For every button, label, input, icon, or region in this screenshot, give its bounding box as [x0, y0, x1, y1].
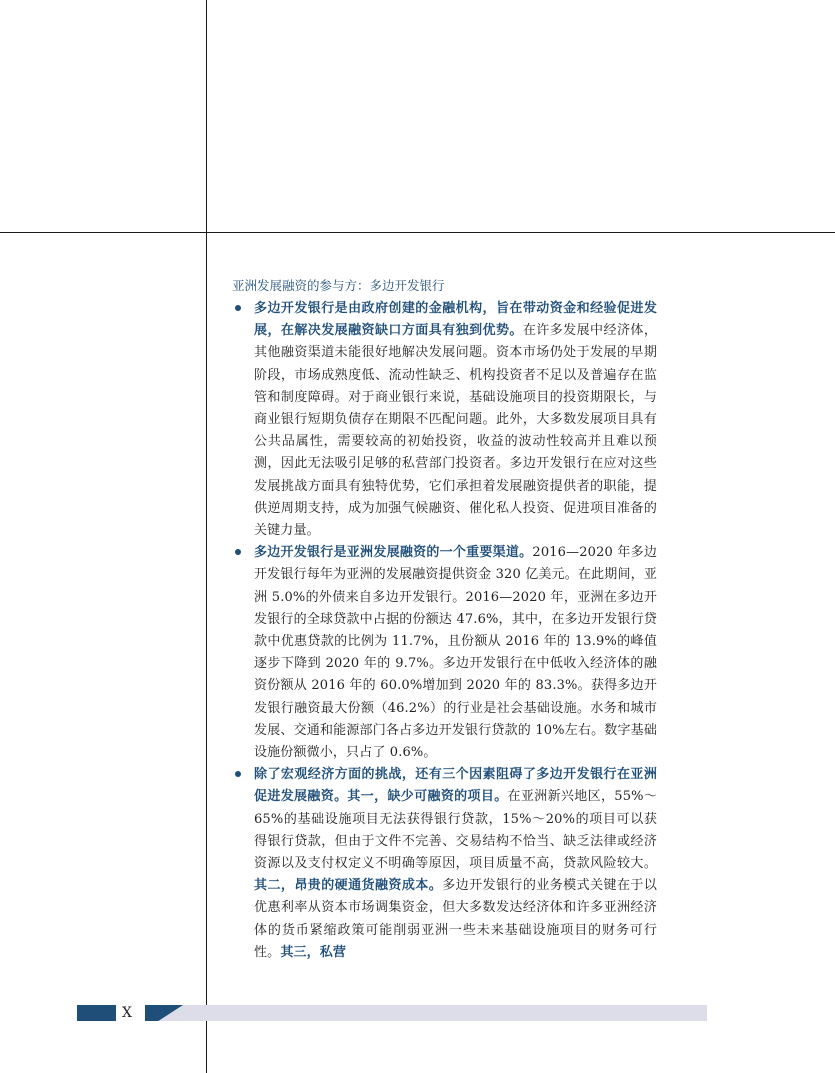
bullet-bold-text: 其三，私营	[280, 944, 347, 960]
bullet-body-text: 2016—2020 年多边开发银行每年为亚洲的发展融资提供资金 320 亿美元。在此期间，亚洲 5.0%的外债来自多边开发银行。2016—2020 年，亚洲在多边开发银行的全球贷款中占据的份额达 47.6%，其中，在多边开发银行贷款中优惠贷款的比例为 11.7%，且份额从 2016 年的 13.9%的峰值逐步下降到 2020 年的 9.7%。多边开发银行在中低收入经济体的融资份额从 2016 年的 60.0%增加到 2020 年的 83.3%。获得多边开发银行融资最大份额（46.2%）的行业是社会基础设施。水务和城市发展、交通和能源部门各占多边开发银行贷款的 10%左右。数字基础设施份额微小，只占了 0.6%。	[254, 545, 657, 761]
bullet-body-text: 在许多发展中经济体，其他融资渠道未能很好地解决发展问题。资本市场仍处于发展的早期阶段，市场成熟度低、流动性缺乏、机构投资者不足以及普遍存在监管和制度障碍。对于商业银行来说，基础设施项目的投资期限长，与商业银行短期负债存在期限不匹配问题。此外，大多数发展项目具有公共品属性，需要较高的初始投资，收益的波动性较高并且难以预测，因此无法吸引足够的私营部门投资者。多边开发银行在应对这些发展挑战方面具有独特优势，它们承担着发展融资提供者的职能，提供逆周期支持，成为加强气候融资、催化私人投资、促进项目准备的关键力量。	[254, 323, 657, 539]
main-content	[232, 276, 657, 964]
bullet-dot-icon	[235, 771, 241, 777]
bullet-item	[232, 542, 657, 764]
bullet-item	[232, 764, 657, 964]
bullet-paragraph	[254, 298, 657, 542]
crop-mark-horizontal	[0, 232, 835, 233]
bullet-bold-text: 除了宏观经济方面的挑战，还有三个因素阻碍了多边开发银行在亚洲促进发展融资。其一，缺少可融资的项目。	[254, 767, 657, 805]
bullet-bold-text: 其二，昂贵的硬通货融资成本。	[254, 878, 443, 894]
footer-bar	[145, 1005, 707, 1021]
bullet-list	[232, 298, 657, 964]
bullet-body-text: 多边开发银行的业务模式关键在于以优惠利率从资本市场调集资金，但大多数发达经济体和许多亚洲经济体的货币紧缩政策可能削弱亚洲一些未来基础设施项目的财务可行性。	[254, 878, 657, 960]
footer-left-block	[77, 1005, 116, 1021]
section-title: 亚洲发展融资的参与方：多边开发银行	[232, 278, 445, 293]
bullet-item	[232, 298, 657, 542]
bullet-bold-text: 多边开发银行是亚洲发展融资的一个重要渠道。	[254, 545, 533, 561]
bullet-dot-icon	[235, 549, 241, 555]
bullet-paragraph	[254, 542, 657, 764]
page-number: X	[122, 1005, 132, 1021]
bullet-body-text: 在亚洲新兴地区，55%～65%的基础设施项目无法获得银行贷款，15%～20%的项目可以获得银行贷款，但由于文件不完善、交易结构不恰当、缺乏法律或经济资源以及支付权定义不明确等原因，项目质量不高，贷款风险较大。	[254, 789, 657, 872]
crop-mark-vertical	[206, 0, 207, 1073]
bullet-paragraph	[254, 764, 657, 964]
bullet-dot-icon	[235, 305, 241, 311]
bullet-bold-text: 多边开发银行是由政府创建的金融机构，旨在带动资金和经验促进发展，在解决发展融资缺口方面具有独到优势。	[254, 301, 657, 339]
